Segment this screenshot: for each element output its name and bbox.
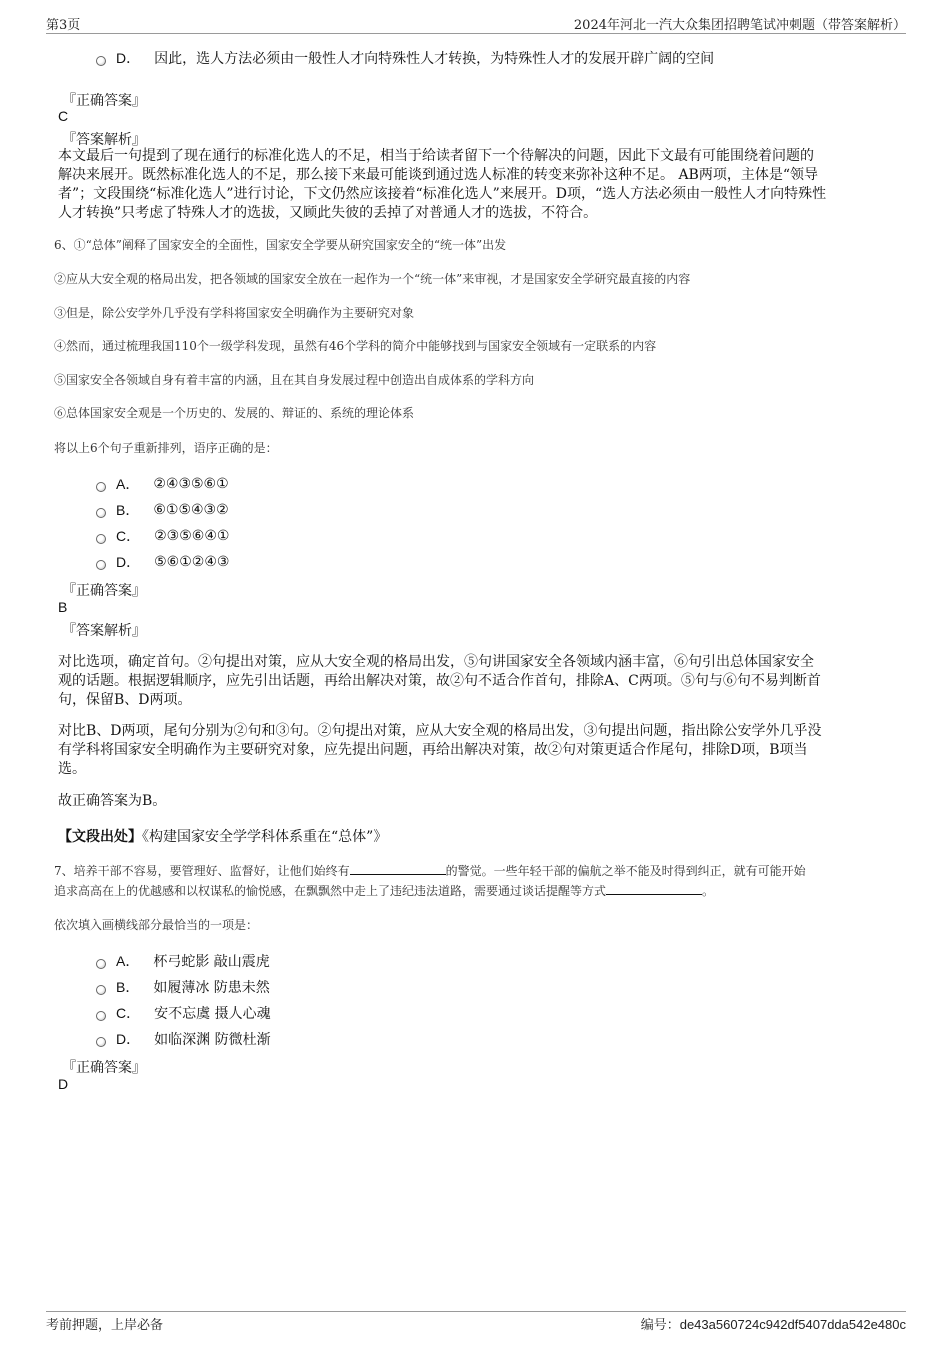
q7-option-b[interactable] (96, 977, 270, 997)
stem-text: 追求高高在上的优越感和以权谋私的愉悦感，在飘飘然中走上了违纪违法道路，需要通过谈话提醒等方式 (54, 884, 607, 898)
option-text: ⑥①⑤④③② (153, 502, 229, 518)
analysis-line: 本文最后一句提到了现在通行的标准化选人的不足，相当于给读者留下一个待解决的问题，因此下文最有可能围绕着问题的 (58, 148, 814, 164)
stem-text: 。 (702, 884, 715, 898)
analysis-line: 对比B、D两项，尾句分别为②句和③句。②句提出对策，应从大安全观的格局出发，③句提出问题，指出除公安学外几乎没 (58, 723, 822, 739)
q7-answer: D (58, 1076, 69, 1092)
radio-icon[interactable] (96, 56, 106, 66)
option-text: 杯弓蛇影 敲山震虎 (153, 954, 270, 970)
header-divider (46, 33, 906, 34)
option-text: ②③⑤⑥④① (154, 528, 230, 544)
q6-analysis-paragraph-2 (58, 722, 888, 779)
option-text: 如履薄冰 防患未然 (153, 980, 270, 996)
q6-answer: B (58, 599, 68, 615)
q6-source (58, 826, 387, 846)
q7-option-d[interactable] (96, 1029, 271, 1049)
radio-icon[interactable] (96, 482, 106, 492)
q7-stem-line-1 (54, 861, 894, 881)
option-text: ⑤⑥①②④③ (154, 554, 230, 570)
analysis-line: 对比选项，确定首句。②句提出对策，应从大安全观的格局出发，⑤句讲国家安全各领域内涵丰富，⑥句引出总体国家安全 (58, 654, 814, 670)
radio-icon[interactable] (96, 1011, 106, 1021)
analysis-line: 有学科将国家安全明确作为主要研究对象，应先提出问题，再给出解决对策，故②句对策更适合作尾句，排除D项，B项当 (58, 742, 808, 758)
option-letter: D． (116, 1031, 141, 1047)
q6-sentence-6: ⑥总体国家安全观是一个历史的、发展的、辩证的、系统的理论体系 (54, 406, 415, 420)
option-letter: A． (116, 953, 140, 969)
q7-option-a[interactable] (96, 951, 270, 971)
analysis-line: 人才转换”只考虑了特殊人才的选拔，又顾此失彼的丢掉了对普通人才的选拔，不符合。 (58, 205, 598, 221)
q7-stem-line-2 (54, 881, 894, 901)
footer-code (641, 1314, 906, 1333)
q5-analysis-label: 『答案解析』 (62, 132, 146, 148)
q6-option-b[interactable] (96, 500, 229, 520)
q6-option-c[interactable] (96, 526, 229, 546)
q6-sentence-5: ⑤国家安全各领域自身有着丰富的内涵，且在其自身发展过程中创造出自成体系的学科方向 (54, 373, 535, 387)
code-label: 编号： (640, 1318, 680, 1333)
q7-answer-label: 『正确答案』 (62, 1060, 146, 1076)
analysis-line: 者”；文段围绕“标准化选人”进行讨论，下文仍然应该接着“标准化选人”来展开。D项，“选人方法必须由一般性人才向特殊性 (58, 186, 827, 202)
q6-sentence-4: ④然而，通过梳理我国110个一级学科发现，虽然有46个学科的简介中能够找到与国家安全领域有一定联系的内容 (54, 339, 657, 353)
option-text: 如临深渊 防微杜渐 (154, 1032, 271, 1048)
document-title: 2024年河北一汽大众集团招聘笔试冲刺题（带答案解析） (573, 18, 906, 33)
q7-option-c[interactable] (96, 1003, 271, 1023)
code-value: de43a560724c942df5407dda542e480c (679, 1317, 906, 1332)
option-letter: A． (116, 476, 140, 492)
option-letter: D． (116, 50, 141, 66)
q6-sentence-1: 6、①“总体”阐释了国家安全的全面性，国家安全学要从研究国家安全的“统一体”出发 (54, 238, 507, 252)
option-letter: C． (116, 1005, 141, 1021)
q6-option-a[interactable] (96, 474, 229, 494)
q6-conclusion (58, 792, 888, 811)
q6-option-d[interactable] (96, 552, 229, 572)
footer-divider (46, 1311, 906, 1312)
q6-analysis-label: 『答案解析』 (62, 623, 146, 639)
option-text: 因此，选人方法必须由一般性人才向特殊性人才转换，为特殊性人才的发展开辟广阔的空间 (154, 51, 715, 67)
radio-icon[interactable] (96, 534, 106, 544)
footer-slogan: 考前押题，上岸必备 (46, 1318, 164, 1333)
analysis-line: 解决来展开。既然标准化选人的不足，那么接下来最可能谈到通过选人标准的转变来弥补这种不足。 AB两项，主体是“领导 (58, 167, 819, 183)
radio-icon[interactable] (96, 560, 106, 570)
q6-answer-label: 『正确答案』 (62, 583, 146, 599)
radio-icon[interactable] (96, 959, 106, 969)
radio-icon[interactable] (96, 985, 106, 995)
radio-icon[interactable] (96, 1037, 106, 1047)
source-label: 【文段出处】 (58, 829, 142, 845)
q5-answer: C (58, 108, 69, 124)
stem-text: 7、培养干部不容易，要管理好、监督好，让他们始终有 (54, 864, 350, 878)
option-letter: B． (116, 502, 140, 518)
analysis-line: 选。 (58, 761, 86, 777)
q5-option-d[interactable] (96, 48, 714, 68)
q7-prompt: 依次填入画横线部分最恰当的一项是： (54, 918, 259, 932)
option-letter: C． (116, 528, 141, 544)
q6-analysis-paragraph-1 (58, 653, 888, 710)
q6-prompt: 将以上6个句子重新排列，语序正确的是： (54, 441, 278, 455)
option-letter: D． (116, 554, 141, 570)
analysis-line: 句，保留B、D两项。 (58, 692, 192, 708)
fill-blank (606, 882, 702, 895)
stem-text: 的警觉。一些年轻干部的偏航之举不能及时得到纠正，就有可能开始 (445, 864, 806, 878)
q5-answer-label: 『正确答案』 (62, 93, 146, 109)
analysis-line: 故正确答案为B。 (58, 793, 167, 809)
q6-sentence-3: ③但是，除公安学外几乎没有学科将国家安全明确作为主要研究对象 (54, 306, 415, 320)
fill-blank (350, 862, 446, 875)
option-text: 安不忘虞 摄人心魂 (154, 1006, 271, 1022)
option-letter: B． (116, 979, 140, 995)
analysis-line: 观的话题。根据逻辑顺序，应先引出话题，再给出解决对策，故②句不适合作首句，排除A、C两项。⑤句与⑥句不易判断首 (58, 673, 821, 689)
page-number: 第3页 (46, 18, 81, 33)
radio-icon[interactable] (96, 508, 106, 518)
option-text: ②④③⑤⑥① (153, 476, 229, 492)
q6-sentence-2: ②应从大安全观的格局出发，把各领域的国家安全放在一起作为一个“统一体”来审视，才是国家安全学研究最直接的内容 (54, 272, 691, 286)
q5-analysis (58, 147, 888, 223)
source-text: 《构建国家安全学学科体系重在“总体”》 (142, 829, 388, 845)
